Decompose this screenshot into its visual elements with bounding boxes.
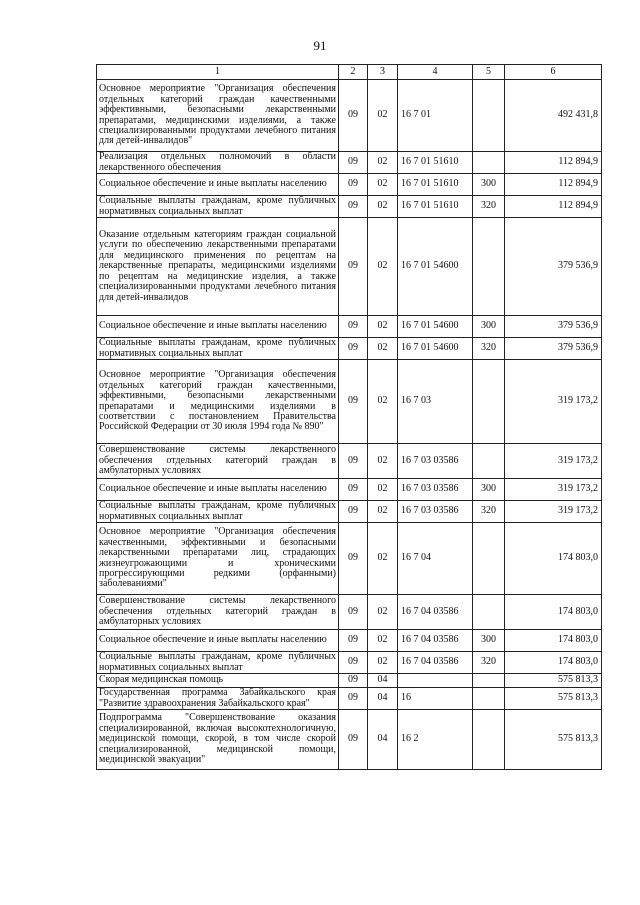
row-ministry-code: 09 [339,523,368,595]
row-section-code: 02 [368,174,398,196]
header-col-3: 3 [368,65,398,80]
row-target-code: 16 7 04 03586 [398,630,473,652]
row-ministry-code: 09 [339,630,368,652]
budget-table [96,64,602,770]
row-amount: 492 431,8 [505,80,602,152]
row-name: Основное мероприятие "Организация обеспечения качественными, эффективными и безопасными лекарственными препаратами лиц, страдающих жизнеугрожающими и хроническими прогрессирующими редкими (орфанными) заболеваниями" [97,523,339,595]
row-ministry-code: 09 [339,444,368,479]
row-ministry-code: 09 [339,674,368,688]
header-col-4: 4 [398,65,473,80]
row-type-code [473,674,505,688]
row-type-code [473,710,505,770]
row-ministry-code: 09 [339,80,368,152]
row-section-code: 02 [368,80,398,152]
row-target-code: 16 7 04 03586 [398,595,473,630]
row-section-code: 02 [368,595,398,630]
header-row [97,65,602,80]
row-section-code: 02 [368,360,398,444]
row-type-code [473,595,505,630]
row-type-code: 300 [473,174,505,196]
table-row [97,523,602,595]
row-name: Социальное обеспечение и иные выплаты населению [97,630,339,652]
table-row [97,174,602,196]
table-row [97,674,602,688]
row-target-code: 16 7 01 51610 [398,174,473,196]
row-name: Реализация отдельных полномочий в области лекарственного обеспечения [97,152,339,174]
row-target-code: 16 7 01 51610 [398,196,473,218]
row-amount: 319 173,2 [505,360,602,444]
row-type-code: 300 [473,479,505,501]
row-type-code [473,444,505,479]
row-section-code: 02 [368,444,398,479]
row-amount: 575 813,3 [505,674,602,688]
row-name: Социальное обеспечение и иные выплаты населению [97,174,339,196]
row-section-code: 02 [368,218,398,316]
row-type-code: 300 [473,316,505,338]
row-target-code: 16 7 03 03586 [398,479,473,501]
row-name: Социальные выплаты гражданам, кроме публичных нормативных социальных выплат [97,652,339,674]
row-name: Социальные выплаты гражданам, кроме публичных нормативных социальных выплат [97,501,339,523]
row-section-code: 04 [368,674,398,688]
row-name: Социальные выплаты гражданам, кроме публичных нормативных социальных выплат [97,196,339,218]
table-row [97,80,602,152]
page-number: 91 [313,38,327,53]
row-target-code: 16 7 01 [398,80,473,152]
row-amount: 174 803,0 [505,523,602,595]
row-ministry-code: 09 [339,595,368,630]
row-type-code [473,80,505,152]
row-name: Основное мероприятие "Организация обеспечения отдельных категорий граждан качественными, эффективными, безопасными лекарственными препаратами и медицинскими изделиями в соответствии с постановлением Правительства Российской Федерации от 30 июля 1994 года № 890" [97,360,339,444]
row-type-code [473,523,505,595]
table-row [97,479,602,501]
row-name: Совершенствование системы лекарственного обеспечения отдельных категорий граждан в амбулаторных условиях [97,444,339,479]
row-target-code: 16 7 01 54600 [398,316,473,338]
row-target-code: 16 2 [398,710,473,770]
table-row [97,444,602,479]
row-target-code: 16 7 01 51610 [398,152,473,174]
table-row [97,196,602,218]
row-section-code: 04 [368,710,398,770]
row-amount: 112 894,9 [505,196,602,218]
row-target-code: 16 7 03 [398,360,473,444]
row-section-code: 02 [368,501,398,523]
table-row [97,218,602,316]
table-row [97,710,602,770]
row-section-code: 02 [368,316,398,338]
row-ministry-code: 09 [339,338,368,360]
table-row [97,630,602,652]
row-target-code: 16 7 03 03586 [398,501,473,523]
row-ministry-code: 09 [339,652,368,674]
row-ministry-code: 09 [339,152,368,174]
row-type-code [473,218,505,316]
row-section-code: 02 [368,152,398,174]
row-amount: 174 803,0 [505,630,602,652]
row-section-code: 02 [368,523,398,595]
row-ministry-code: 09 [339,501,368,523]
row-target-code: 16 7 04 03586 [398,652,473,674]
row-name: Подпрограмма "Совершенствование оказания специализированной, включая высокотехнологичную, медицинской помощи, скорой, в том числе скорой специализированной, медицинской помощи, медицинской эвакуации" [97,710,339,770]
row-type-code: 320 [473,196,505,218]
row-type-code [473,360,505,444]
row-section-code: 02 [368,479,398,501]
row-type-code [473,152,505,174]
row-name: Оказание отдельным категориям граждан социальной услуги по обеспечению лекарственными препаратами для медицинского применения по рецептам на лекарственные препараты, медицинскими изделиями по рецептам на медицинские изделия, а также специализированными продуктами лечебного питания для детей-инвалидов [97,218,339,316]
table-row [97,501,602,523]
table-row [97,360,602,444]
row-amount: 112 894,9 [505,174,602,196]
row-amount: 379 536,9 [505,218,602,316]
row-name: Социальное обеспечение и иные выплаты населению [97,479,339,501]
row-section-code: 02 [368,630,398,652]
row-ministry-code: 09 [339,316,368,338]
row-name: Основное мероприятие "Организация обеспечения отдельных категорий граждан качественными эффективными, безопасными лекарственными препаратами, медицинскими изделиями, а также специализированными продуктами лечебного питания для детей-инвалидов" [97,80,339,152]
row-name: Социальные выплаты гражданам, кроме публичных нормативных социальных выплат [97,338,339,360]
row-section-code: 02 [368,338,398,360]
row-target-code: 16 7 01 54600 [398,218,473,316]
row-amount: 575 813,3 [505,710,602,770]
row-name: Совершенствование системы лекарственного обеспечения отдельных категорий граждан в амбулаторных условиях [97,595,339,630]
row-amount: 379 536,9 [505,316,602,338]
row-type-code: 320 [473,652,505,674]
row-amount: 575 813,3 [505,688,602,710]
row-ministry-code: 09 [339,196,368,218]
row-amount: 112 894,9 [505,152,602,174]
row-amount: 174 803,0 [505,595,602,630]
row-type-code: 320 [473,501,505,523]
row-type-code: 300 [473,630,505,652]
row-target-code: 16 7 04 [398,523,473,595]
row-name: Государственная программа Забайкальского края "Развитие здравоохранения Забайкальского края" [97,688,339,710]
row-ministry-code: 09 [339,710,368,770]
row-target-code [398,674,473,688]
table-row [97,595,602,630]
row-ministry-code: 09 [339,218,368,316]
row-type-code [473,688,505,710]
row-type-code: 320 [473,338,505,360]
row-amount: 319 173,2 [505,479,602,501]
header-col-5: 5 [473,65,505,80]
row-ministry-code: 09 [339,174,368,196]
table-row [97,652,602,674]
row-ministry-code: 09 [339,479,368,501]
table-row [97,316,602,338]
row-target-code: 16 7 03 03586 [398,444,473,479]
row-section-code: 02 [368,196,398,218]
row-name: Скорая медицинская помощь [97,674,339,688]
table-row [97,688,602,710]
table-row [97,338,602,360]
row-name: Социальное обеспечение и иные выплаты населению [97,316,339,338]
table-row [97,152,602,174]
row-amount: 379 536,9 [505,338,602,360]
row-amount: 174 803,0 [505,652,602,674]
header-col-1: 1 [97,65,339,80]
header-col-2: 2 [339,65,368,80]
row-section-code: 02 [368,652,398,674]
row-section-code: 04 [368,688,398,710]
row-amount: 319 173,2 [505,444,602,479]
row-target-code: 16 [398,688,473,710]
header-col-6: 6 [505,65,602,80]
row-amount: 319 173,2 [505,501,602,523]
row-target-code: 16 7 01 54600 [398,338,473,360]
row-ministry-code: 09 [339,360,368,444]
row-ministry-code: 09 [339,688,368,710]
